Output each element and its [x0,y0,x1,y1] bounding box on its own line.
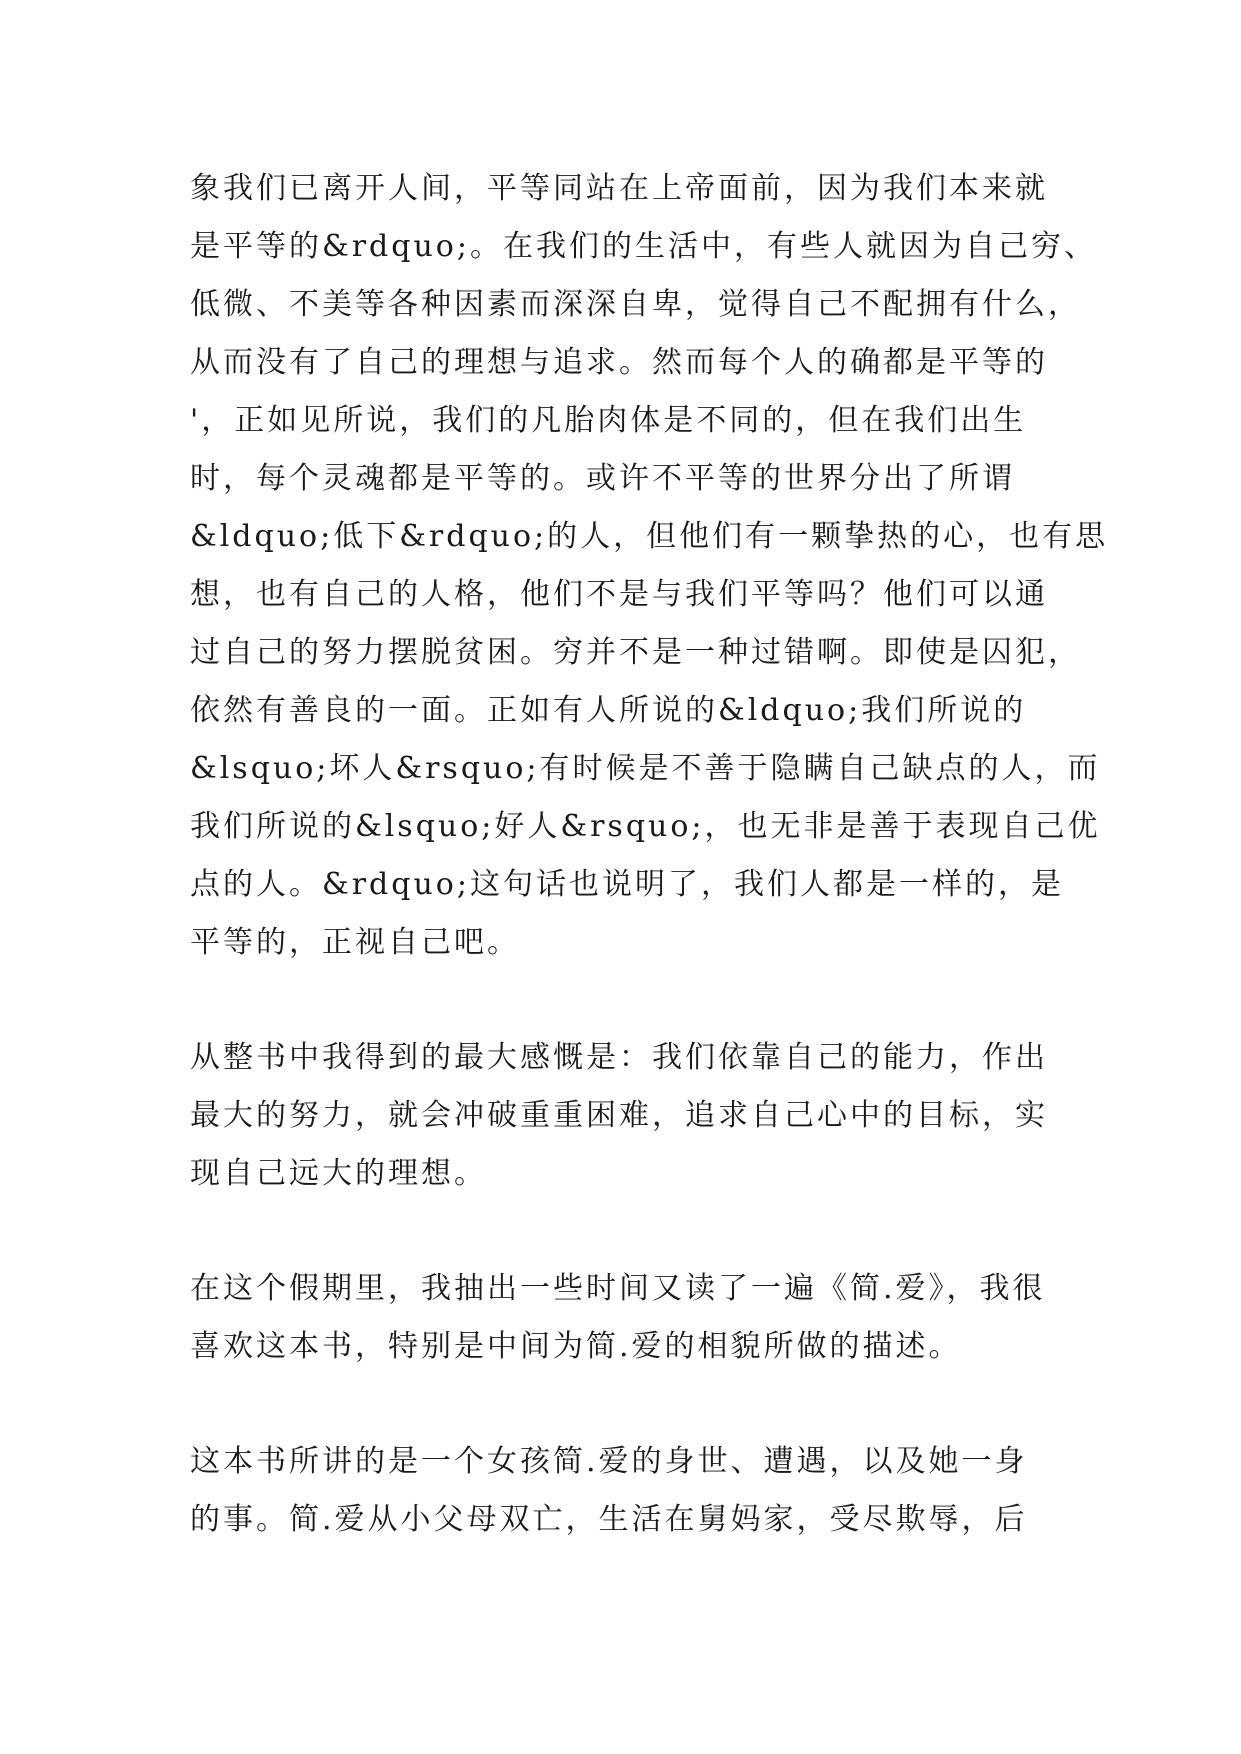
text-line: 从整书中我得到的最大感慨是：我们依靠自己的能力，作出 [190,1040,1048,1075]
paragraph-1 [190,160,1109,972]
paragraph-4 [190,1433,1070,1549]
text-line: &ldquo;低下&rdquo;的人，但他们有一颗挚热的心，也有思 [190,519,1109,554]
text-line: 点的人。&rdquo;这句话也说明了，我们人都是一样的，是 [190,867,1064,902]
text-line: 在这个假期里，我抽出一些时间又读了一遍《简.爱》，我很 [190,1271,1046,1306]
text-line: 最大的努力，就会冲破重重困难，追求自己心中的目标，实 [190,1098,1048,1133]
text-line: 的事。简.爱从小父母双亡，生活在舅妈家，受尽欺辱，后 [190,1502,1028,1537]
text-line: 这本书所讲的是一个女孩简.爱的身世、遭遇，以及她一身 [190,1444,1028,1479]
text-line: 想，也有自己的人格，他们不是与我们平等吗？他们可以通 [190,577,1048,612]
text-line: 依然有善良的一面。正如有人所说的&ldquo;我们所说的 [190,693,1027,728]
text-line: 过自己的努力摆脱贫困。穷并不是一种过错啊。即使是囚犯， [190,635,1081,670]
text-line: 低微、不美等各种因素而深深自卑，觉得自己不配拥有什么， [190,287,1081,322]
paragraph-3 [190,1260,1070,1376]
text-line: &lsquo;坏人&rsquo;有时候是不善于隐瞒自己缺点的人，而 [190,751,1101,786]
text-line: 从而没有了自己的理想与追求。然而每个人的确都是平等的 [190,345,1048,380]
text-line: 喜欢这本书，特别是中间为简.爱的相貌所做的描述。 [190,1329,962,1364]
text-line: 平等的，正视自己吧。 [190,925,520,960]
paragraph-2 [190,1029,1070,1203]
text-line: 时，每个灵魂都是平等的。或许不平等的世界分出了所谓 [190,461,1015,496]
text-line: 我们所说的&lsquo;好人&rsquo;，也无非是善于表现自己优 [190,809,1101,844]
document-body [190,160,1109,1606]
text-line: 是平等的&rdquo;。在我们的生活中，有些人就因为自己穷、 [190,229,1097,264]
text-line: 象我们已离开人间，平等同站在上帝面前，因为我们本来就 [190,171,1048,206]
text-line: 现自己远大的理想。 [190,1156,487,1191]
text-line: '，正如见所说，我们的凡胎肉体是不同的，但在我们出生 [190,403,1027,438]
